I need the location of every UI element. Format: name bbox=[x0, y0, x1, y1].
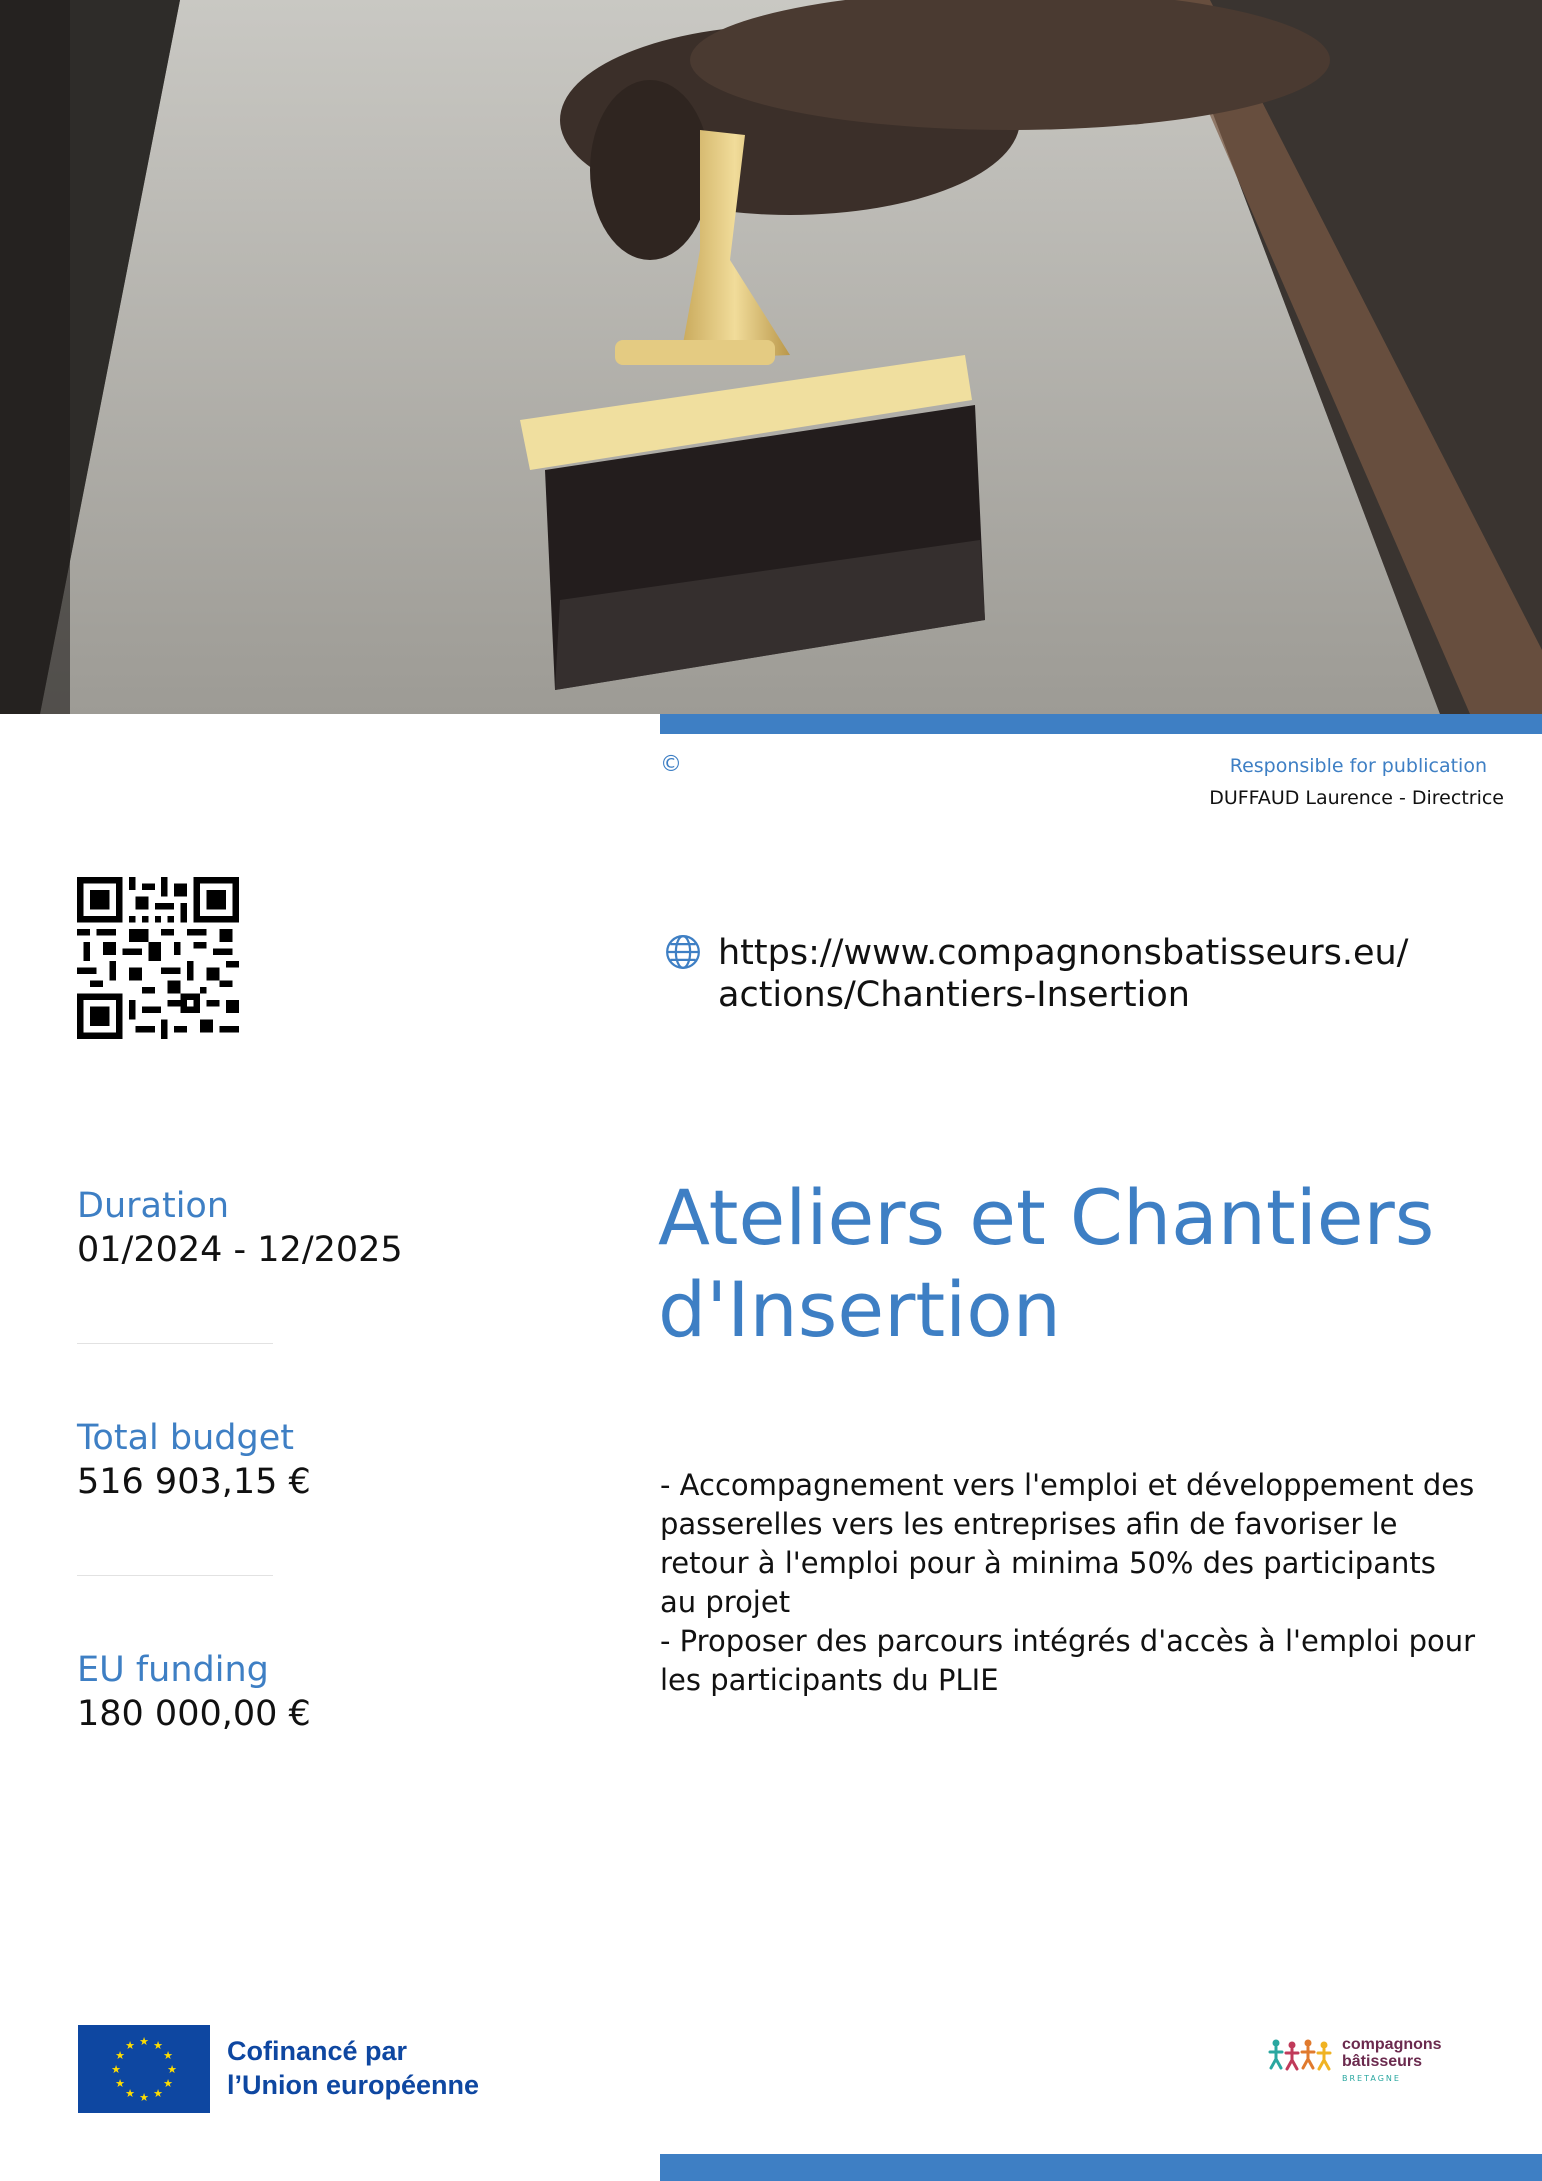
partner-line1: compagnons bbox=[1342, 2036, 1442, 2053]
svg-text:★: ★ bbox=[153, 2087, 163, 2100]
eu-text-line2: l’Union européenne bbox=[227, 2070, 480, 2100]
partner-region: BRETAGNE bbox=[1342, 2074, 1401, 2083]
eu-flag-icon bbox=[78, 2025, 210, 2113]
globe-icon bbox=[664, 933, 702, 971]
svg-text:★: ★ bbox=[111, 2063, 121, 2076]
compagnons-batisseurs-logo bbox=[1266, 2034, 1456, 2090]
eu-funding-block bbox=[77, 1648, 597, 1736]
budget-block bbox=[77, 1416, 597, 1504]
responsible-name: DUFFAUD Laurence - Directrice bbox=[1209, 786, 1504, 809]
responsible-label: Responsible for publication bbox=[1229, 755, 1487, 777]
duration-label: Duration bbox=[77, 1186, 230, 1226]
duration-value: 01/2024 - 12/2025 bbox=[77, 1230, 403, 1270]
paintbrush-photo bbox=[0, 0, 1542, 714]
project-description: - Accompagnement vers l'emploi et développement des passerelles vers les entreprises afin de favoriser le retour à l'emploi pour à minima 50% des participants au projet - Proposer des parcours intégrés d'accès à l'emploi pour les participants du PLIE bbox=[660, 1468, 1476, 1697]
publication-responsible bbox=[1104, 754, 1504, 811]
svg-text:★: ★ bbox=[139, 2035, 149, 2048]
svg-text:★: ★ bbox=[115, 2049, 125, 2062]
divider bbox=[77, 1343, 273, 1344]
budget-value: 516 903,15 € bbox=[77, 1462, 311, 1502]
eu-funding-value: 180 000,00 € bbox=[77, 1694, 311, 1734]
eu-funding-label: EU funding bbox=[77, 1650, 269, 1690]
svg-text:★: ★ bbox=[115, 2077, 125, 2090]
duration-block bbox=[77, 1184, 597, 1272]
accent-bar-top bbox=[660, 714, 1542, 734]
eu-text-line1: Cofinancé par bbox=[227, 2036, 408, 2066]
svg-text:★: ★ bbox=[167, 2063, 177, 2076]
partner-name bbox=[1342, 2036, 1442, 2070]
website-link[interactable]: https://www.compagnonsbatisseurs.eu/ actions/Chantiers-Insertion bbox=[718, 933, 1409, 1015]
hero-photo bbox=[0, 0, 1542, 714]
project-title: Ateliers et Chantiers d'Insertion bbox=[658, 1173, 1435, 1354]
qr-code[interactable] bbox=[77, 877, 239, 1039]
svg-text:★: ★ bbox=[153, 2039, 163, 2052]
eu-cofunded-text bbox=[227, 2034, 479, 2102]
svg-text:★: ★ bbox=[139, 2091, 149, 2104]
accent-bar-bottom bbox=[660, 2154, 1542, 2181]
divider bbox=[77, 1575, 273, 1576]
budget-label: Total budget bbox=[77, 1418, 294, 1458]
copyright-symbol: © bbox=[660, 752, 682, 777]
partner-line2: bâtisseurs bbox=[1342, 2053, 1423, 2070]
svg-text:★: ★ bbox=[125, 2087, 135, 2100]
svg-text:★: ★ bbox=[163, 2049, 173, 2062]
svg-text:★: ★ bbox=[125, 2039, 135, 2052]
eu-cofunded-logo bbox=[78, 2025, 518, 2113]
svg-text:★: ★ bbox=[163, 2077, 173, 2090]
people-icon bbox=[1266, 2034, 1338, 2074]
